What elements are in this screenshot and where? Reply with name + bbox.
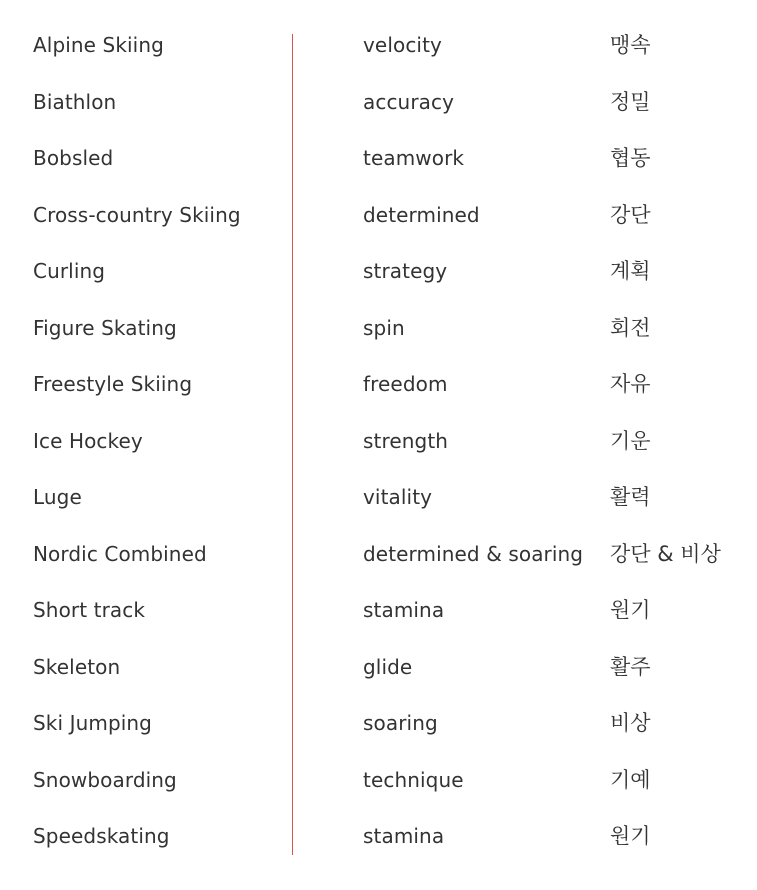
korean-keyword: 원기 [610,598,651,622]
table-row [0,808,757,865]
english-keyword: glide [363,654,413,679]
english-keyword: accuracy [363,89,455,114]
korean-keyword: 기운 [610,428,651,453]
sport-name: Ice Hockey [33,428,143,453]
korean-keyword: 맹속 [610,33,651,57]
table-row [0,582,757,639]
korean-keyword: 활력 [610,485,651,509]
table-row [0,187,757,244]
sport-name: Curling [33,259,106,283]
english-keyword: determined [363,202,480,227]
table-row [0,752,757,809]
english-keyword: teamwork [363,146,465,170]
korean-keyword: 활주 [610,654,651,679]
table-rows [0,17,757,865]
table-row [0,130,757,187]
table-row [0,639,757,696]
english-keyword: freedom [363,372,448,396]
table-row [0,526,757,583]
table-row [0,74,757,131]
sport-name: Biathlon [33,89,117,114]
english-keyword: velocity [363,33,442,57]
korean-keyword: 계획 [610,259,651,283]
table-row [0,17,757,74]
sport-name: Short track [33,598,146,622]
english-keyword: spin [363,315,405,340]
english-keyword: technique [363,767,464,792]
korean-keyword: 자유 [610,372,651,396]
english-keyword: strength [363,428,449,453]
sport-name: Ski Jumping [33,711,152,735]
korean-keyword: 원기 [610,824,651,848]
table-row [0,243,757,300]
table-row [0,300,757,357]
table-row [0,356,757,413]
sport-name: Freestyle Skiing [33,372,193,396]
english-keyword: determined & soaring [363,541,584,566]
korean-keyword: 협동 [610,146,651,170]
korean-keyword: 회전 [610,315,651,340]
table-row [0,695,757,752]
sport-name: Alpine Skiing [33,33,164,57]
english-keyword: stamina [363,598,445,622]
sport-name: Bobsled [33,146,114,170]
korean-keyword: 정밀 [610,89,651,114]
sport-name: Figure Skating [33,315,177,340]
english-keyword: soaring [363,711,438,735]
korean-keyword: 강단 [610,202,651,227]
english-keyword: stamina [363,824,445,848]
sport-name: Luge [33,485,82,509]
korean-keyword: 기예 [610,767,651,792]
sport-name: Snowboarding [33,767,177,792]
korean-keyword: 강단 & 비상 [610,541,721,566]
table-row [0,413,757,470]
sport-name: Skeleton [33,654,121,679]
korean-keyword: 비상 [610,711,651,735]
sport-name: Nordic Combined [33,541,207,566]
table-row [0,469,757,526]
english-keyword: vitality [363,485,433,509]
sport-name: Cross-country Skiing [33,202,241,227]
sport-name: Speedskating [33,824,170,848]
english-keyword: strategy [363,259,448,283]
